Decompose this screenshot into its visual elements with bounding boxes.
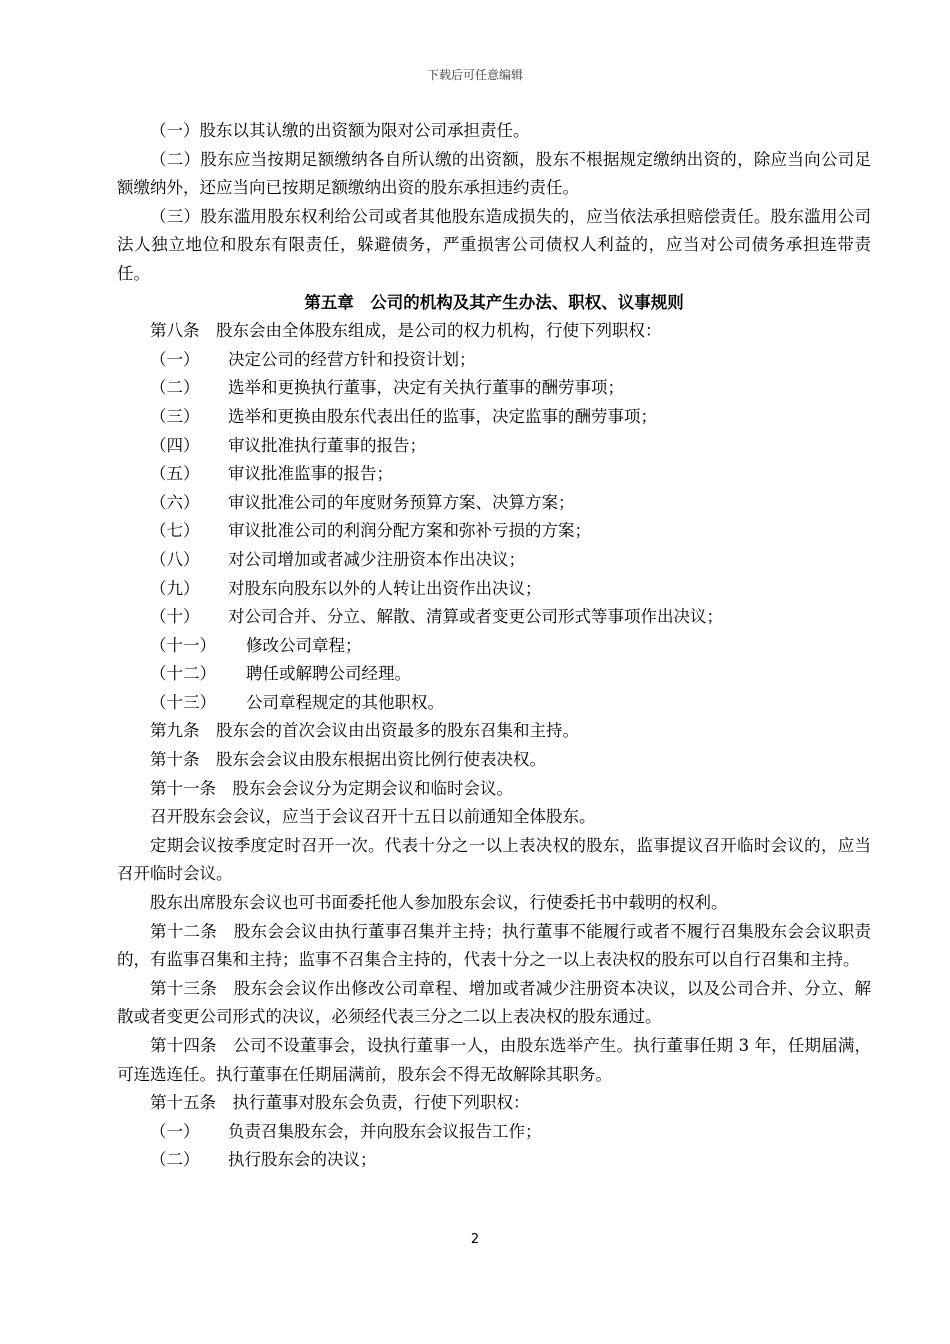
list-item-text: 执行股东会的决议；: [228, 1150, 377, 1170]
list-item-text: 聘任或解聘公司经理。: [246, 664, 411, 684]
list-item: [117, 689, 871, 718]
list-item-number: （九）: [150, 578, 200, 598]
list-item: [117, 575, 871, 604]
paragraph: 股东出席股东会议也可书面委托他人参加股东会议，行使委托书中载明的权利。: [150, 893, 728, 913]
paragraph: （二）股东应当按期足额缴纳各自所认缴的出资额，股东不根据规定缴纳出资的，除应当向公司足额缴纳外，还应当向已按期足额缴纳出资的股东承担违约责任。: [117, 149, 871, 198]
list-item-text: 决定公司的经营方针和投资计划；: [228, 349, 476, 369]
list-item-number: （八）: [150, 549, 200, 569]
list-item-text: 对公司合并、分立、解散、清算或者变更公司形式等事项作出决议；: [228, 607, 723, 627]
list-item-text: 修改公司章程；: [246, 635, 362, 655]
list-item-text: 选举和更换由股东代表出任的监事，决定监事的酬劳事项；: [228, 406, 657, 426]
list-item: [117, 432, 871, 461]
list-item: [117, 632, 871, 661]
chapter-title: 第五章 公司的机构及其产生办法、职权、议事规则: [304, 292, 684, 312]
article-10: 第十条 股东会会议由股东根据出资比例行使表决权。: [150, 750, 546, 770]
page-header: 下载后可任意编辑: [426, 68, 523, 82]
article-8: 第八条 股东会由全体股东组成，是公司的权力机构，行使下列职权：: [150, 321, 662, 341]
article-14: 第十四条 公司不设董事会，设执行董事一人，由股东选举产生。执行董事任期 3 年，任期届满，可连选连任。执行董事在任期届满前，股东会不得无故解除其职务。: [117, 1036, 871, 1084]
article-15: 第十五条 执行董事对股东会负责，行使下列职权：: [150, 1093, 530, 1113]
page-number: 2: [470, 1232, 480, 1247]
list-item: [117, 1118, 871, 1147]
paragraph: 召开股东会会议，应当于会议召开十五日以前通知全体股东。: [150, 807, 596, 827]
list-item: [117, 517, 871, 546]
list-item-text: 公司章程规定的其他职权。: [246, 692, 444, 712]
list-item: [117, 546, 871, 575]
article-13: 第十三条 股东会会议作出修改公司章程、增加或者减少注册资本决议，以及公司合并、分立、解散或者变更公司形式的决议，必须经代表三分之二以上表决权的股东通过。: [117, 978, 871, 1027]
list-item-number: （一）: [150, 349, 200, 369]
list-item-text: 审议批准公司的利润分配方案和弥补亏损的方案；: [228, 521, 591, 541]
list-item: [117, 374, 871, 403]
list-item-number: （二）: [150, 378, 200, 398]
list-item: [117, 660, 871, 689]
list-item-text: 审议批准公司的年度财务预算方案、决算方案；: [228, 492, 575, 512]
list-item-text: 对公司增加或者减少注册资本作出决议；: [228, 549, 525, 569]
article-9: 第九条 股东会的首次会议由出资最多的股东召集和主持。: [150, 721, 579, 741]
list-item-text: 审议批准监事的报告；: [228, 464, 393, 484]
article-12: 第十二条 股东会会议由执行董事召集并主持；执行董事不能履行或者不履行召集股东会会议职责的，有监事召集和主持；监事不召集合主持的，代表十分之一以上表决权的股东可以自行召集和主持。: [117, 921, 871, 970]
list-item-number: （五）: [150, 464, 200, 484]
list-item-text: 对股东向股东以外的人转让出资作出决议；: [228, 578, 542, 598]
list-item: [117, 489, 871, 518]
list-item-number: （十三）: [150, 692, 216, 712]
list-item: [117, 346, 871, 375]
paragraph: 定期会议按季度定时召开一次。代表十分之一以上表决权的股东，监事提议召开临时会议的，应当召开临时会议。: [117, 835, 871, 884]
list-item-number: （四）: [150, 435, 200, 455]
list-item-text: 负责召集股东会，并向股东会议报告工作；: [228, 1121, 542, 1141]
list-item-number: （六）: [150, 492, 200, 512]
director-powers-list: [117, 1118, 871, 1175]
list-item-number: （二）: [150, 1150, 200, 1170]
paragraph: （三）股东滥用股东权利给公司或者其他股东造成损失的，应当依法承担赔偿责任。股东滥用公司法人独立地位和股东有限责任，躲避债务，严重损害公司债权人利益的，应当对公司债务承担连带责任。: [117, 206, 871, 283]
list-item-number: （七）: [150, 521, 200, 541]
article-11: 第十一条 股东会会议分为定期会议和临时会议。: [150, 778, 513, 798]
list-item-number: （一）: [150, 1121, 200, 1141]
list-item-number: （十）: [150, 607, 200, 627]
list-item: [117, 460, 871, 489]
list-item: [117, 1146, 871, 1175]
list-item-number: （三）: [150, 406, 200, 426]
list-item: [117, 403, 871, 432]
list-item-text: 选举和更换执行董事，决定有关执行董事的酬劳事项；: [228, 378, 624, 398]
list-item-number: （十一）: [150, 635, 216, 655]
list-item-text: 审议批准执行董事的报告；: [228, 435, 426, 455]
list-item-number: （十二）: [150, 664, 216, 684]
list-item: [117, 603, 871, 632]
document-body: [117, 117, 871, 1175]
shareholder-powers-list: [117, 346, 871, 718]
paragraph: （一）股东以其认缴的出资额为限对公司承担责任。: [150, 121, 530, 140]
